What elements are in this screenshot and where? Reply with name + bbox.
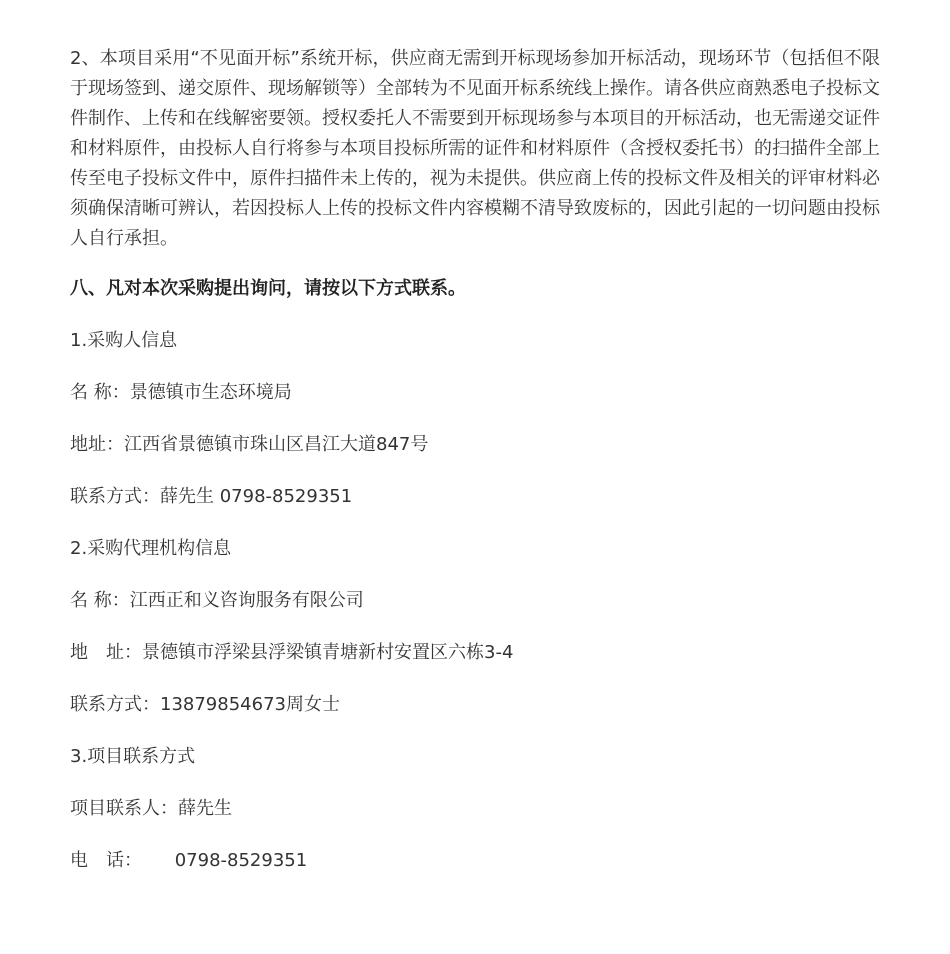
purchaser-info-title: 1.采购人信息: [70, 330, 178, 351]
purchaser-name: 名 称：景德镇市生态环境局: [70, 382, 292, 403]
paragraph-unopened-bid-opening: 2、本项目采用“不见面开标”系统开标，供应商无需到开标现场参加开标活动，现场环节（包括但不限于现场签到、递交原件、现场解锁等）全部转为不见面开标系统线上操作。请各供应商熟悉电子投标文件制作、上传和在线解密要领。授权委托人不需要到开标现场参与本项目的开标活动，也无需递交证件和材料原件，由投标人自行将参与本项目投标所需的证件和材料原件（含授权委托书）的扫描件全部上传至电子投标文件中，原件扫描件未上传的，视为未提供。供应商上传的投标文件及相关的评审材料必须确保清晰可辨认，若因投标人上传的投标文件内容模糊不清导致废标的，因此引起的一切问题由投标人自行承担。: [70, 48, 880, 249]
document-body: [70, 44, 880, 876]
agency-info-title: 2.采购代理机构信息: [70, 538, 232, 559]
purchaser-address: 地址：江西省景德镇市珠山区昌江大道847号: [70, 434, 429, 455]
purchaser-contact: 联系方式：薛先生 0798-8529351: [70, 486, 353, 507]
project-contact-person: 项目联系人：薛先生: [70, 798, 232, 819]
agency-name: 名 称：江西正和义咨询服务有限公司: [70, 590, 364, 611]
project-contact-title: 3.项目联系方式: [70, 746, 196, 767]
project-phone: 电 话： 0798-8529351: [70, 850, 308, 871]
agency-address: 地 址：景德镇市浮梁县浮梁镇青塘新村安置区六栋3-4: [70, 642, 514, 663]
section-heading-inquiry-contact: 八、凡对本次采购提出询问，请按以下方式联系。: [70, 278, 466, 299]
agency-contact: 联系方式：13879854673周女士: [70, 694, 340, 715]
